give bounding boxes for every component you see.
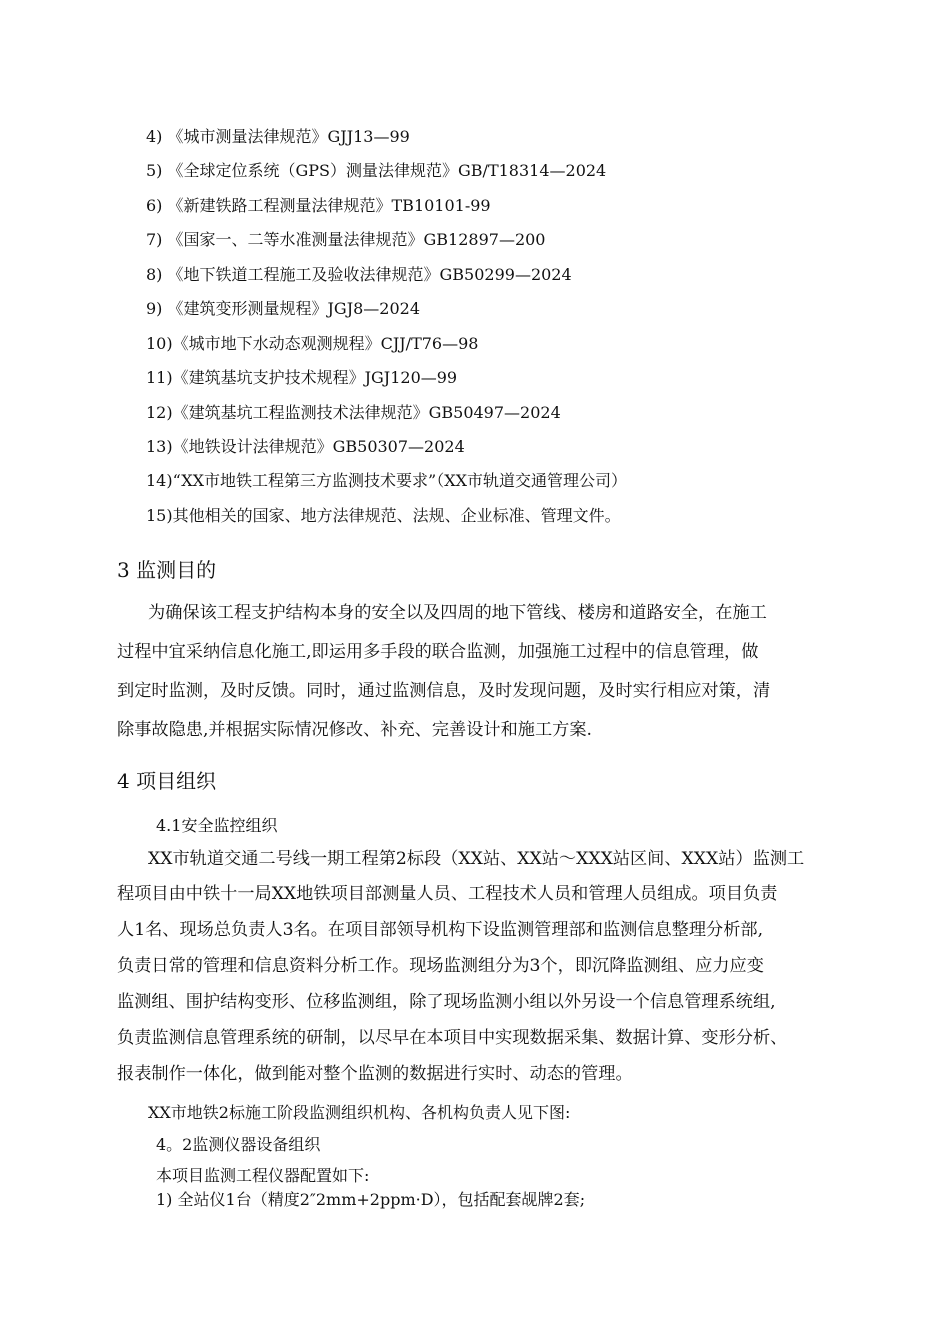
reference-item: 5) 《全球定位系统（GPS）测量法律规范》GB/T18314—2024 — [146, 161, 607, 180]
paragraph-line: 人1名、现场总负责人3名。在项目部领导机构下设监测管理部和监测信息整理分析部, — [117, 920, 764, 940]
paragraph-line: 负责监测信息管理系统的研制，以尽早在本项目中实现数据采集、数据计算、变形分析、 — [117, 1028, 788, 1048]
section-heading-monitoring-purpose: 3 监测目的 — [117, 558, 217, 582]
reference-item: 10)《城市地下水动态观测规程》CJJ/T76—98 — [146, 334, 479, 353]
reference-item: 13)《地铁设计法律规范》GB50307—2024 — [146, 437, 465, 456]
paragraph-line: 为确保该工程支护结构本身的安全以及四周的地下管线、楼房和道路安全，在施工 — [148, 603, 767, 623]
reference-item: 14)“XX市地铁工程第三方监测技术要求”（XX市轨道交通管理公司） — [146, 471, 627, 490]
equipment-intro: 本项目监测工程仪器配置如下: — [156, 1166, 370, 1185]
paragraph-line: 监测组、围护结构变形、位移监测组，除了现场监测小组以外另设一个信息管理系统组, — [117, 992, 776, 1012]
reference-item: 4) 《城市测量法律规范》GJJ13—99 — [146, 127, 410, 146]
reference-item: 8) 《地下铁道工程施工及验收法律规范》GB50299—2024 — [146, 265, 572, 284]
reference-item: 9) 《建筑变形测量规程》JGJ8—2024 — [146, 299, 421, 318]
reference-item: 12)《建筑基坑工程监测技术法律规范》GB50497—2024 — [146, 403, 561, 422]
paragraph-line: 报表制作一体化，做到能对整个监测的数据进行实时、动态的管理。 — [117, 1064, 633, 1084]
paragraph-line: 负责日常的管理和信息资料分析工作。现场监测组分为3个，即沉降监测组、应力应变 — [117, 956, 764, 976]
org-chart-note: XX市地铁2标施工阶段监测组织机构、各机构负责人见下图: — [148, 1103, 571, 1122]
reference-item: 6) 《新建铁路工程测量法律规范》TB10101-99 — [146, 196, 491, 215]
equipment-item: 1) 全站仪1台（精度2″2mm+2ppm·D），包括配套觇牌2套; — [156, 1190, 586, 1209]
paragraph-line: 程项目由中铁十一局XX地铁项目部测量人员、工程技术人员和管理人员组成。项目负责 — [117, 884, 778, 904]
reference-item: 11)《建筑基坑支护技术规程》JGJ120—99 — [146, 368, 458, 387]
paragraph-line: XX市轨道交通二号线一期工程第2标段（XX站、XX站～XXX站区间、XXX站）监测工 — [148, 849, 805, 869]
reference-item: 7) 《国家一、二等水准测量法律规范》GB12897—200 — [146, 230, 546, 249]
paragraph-line: 过程中宜采纳信息化施工,即运用多手段的联合监测，加强施工过程中的信息管理，做 — [117, 642, 759, 662]
subsection-heading: 4.1安全监控组织 — [156, 816, 278, 835]
subsection-heading: 4。2监测仪器设备组织 — [156, 1135, 321, 1154]
paragraph-line: 到定时监测，及时反馈。同时，通过监测信息，及时发现问题，及时实行相应对策，清 — [117, 681, 771, 701]
reference-item: 15)其他相关的国家、地方法律规范、法规、企业标准、管理文件。 — [146, 506, 621, 525]
paragraph-line: 除事故隐患,并根据实际情况修改、补充、完善设计和施工方案. — [117, 720, 592, 740]
section-heading-project-organization: 4 项目组织 — [117, 769, 217, 793]
